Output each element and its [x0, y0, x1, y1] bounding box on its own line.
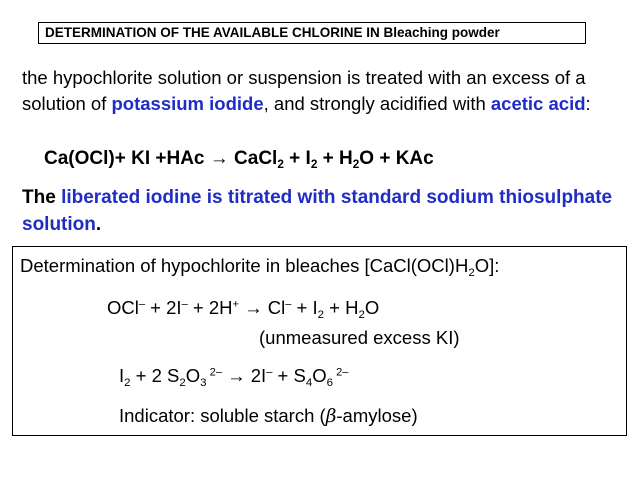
- eq3-superscript: 2–: [332, 366, 349, 379]
- intro-text-2: , and strongly acidified with: [263, 93, 491, 114]
- eq2-part: O: [364, 297, 380, 318]
- eq2-part: + H: [324, 297, 359, 318]
- slide-title: DETERMINATION OF THE AVAILABLE CHLORINE IN Bleaching powder: [38, 22, 586, 44]
- eq3-part: O: [312, 365, 327, 386]
- titration-highlight: liberated iodine is titrated with standard sodium thiosulphate solution: [22, 187, 613, 235]
- titration-lead: The: [22, 187, 62, 208]
- titration-end: .: [95, 214, 102, 235]
- hypochlorite-determination-box: [12, 246, 627, 436]
- eq2-part: + 2I: [145, 297, 182, 318]
- eq1-part: Ca(OCl)+ KI +HAc → CaCl: [44, 148, 278, 169]
- indicator-line: [119, 405, 418, 427]
- eq3-subscript: 4: [305, 377, 313, 389]
- indicator-part: -amylose): [336, 405, 418, 426]
- reaction-equation-2: [107, 297, 379, 319]
- eq2-superscript: –: [285, 298, 292, 311]
- eq3-part: O: [185, 365, 201, 386]
- indicator-part: Indicator: soluble starch (: [119, 405, 326, 426]
- eq3-superscript: 2–: [206, 366, 222, 379]
- eq1-part: + I: [283, 148, 311, 169]
- eq3-subscript: 2: [124, 377, 131, 389]
- heading-part: O]:: [474, 255, 500, 276]
- acetic-acid-highlight: acetic acid: [490, 93, 586, 114]
- eq2-part: OCl: [107, 297, 139, 318]
- eq3-superscript: –: [266, 366, 273, 379]
- eq2-part: → Cl: [238, 297, 286, 318]
- eq3-subscript: 3: [200, 377, 207, 389]
- eq2-part: + 2H: [187, 297, 233, 318]
- eq3-subscript: 6: [326, 377, 333, 389]
- eq1-subscript: 2: [277, 158, 284, 172]
- eq3-part: → 2I: [221, 365, 267, 386]
- unmeasured-note: (unmeasured excess KI): [259, 327, 460, 348]
- heading-part: Determination of hypochlorite in bleaches [CaCl(OCl)H: [20, 255, 469, 276]
- titration-statement: [22, 184, 622, 238]
- eq3-part: + S: [272, 365, 306, 386]
- eq2-subscript: 2: [317, 309, 324, 321]
- reaction-equation-1: [44, 148, 434, 170]
- eq2-superscript: –: [138, 298, 146, 311]
- eq1-part: O + KAc: [359, 148, 434, 169]
- eq1-subscript: 2: [352, 158, 360, 172]
- eq3-part: I: [119, 365, 125, 386]
- potassium-iodide-highlight: potassium iodide: [111, 93, 264, 114]
- intro-text-3: :: [585, 93, 591, 114]
- beta-symbol: β: [325, 406, 337, 427]
- eq1-part: + H: [317, 148, 353, 169]
- reaction-equation-3: [119, 365, 348, 387]
- intro-paragraph: [22, 65, 622, 117]
- box-heading: [20, 255, 499, 277]
- eq1-subscript: 2: [310, 158, 318, 172]
- heading-subscript: 2: [468, 267, 475, 279]
- intro-text-1: the hypochlorite solution or suspension is treated with an excess of a solution of: [22, 67, 586, 114]
- eq2-superscript: –: [181, 298, 188, 311]
- eq3-subscript: 2: [179, 377, 186, 389]
- eq2-superscript: +: [232, 298, 239, 311]
- eq2-part: + I: [291, 297, 318, 318]
- eq3-part: + 2 S: [130, 365, 180, 386]
- eq2-subscript: 2: [358, 309, 365, 321]
